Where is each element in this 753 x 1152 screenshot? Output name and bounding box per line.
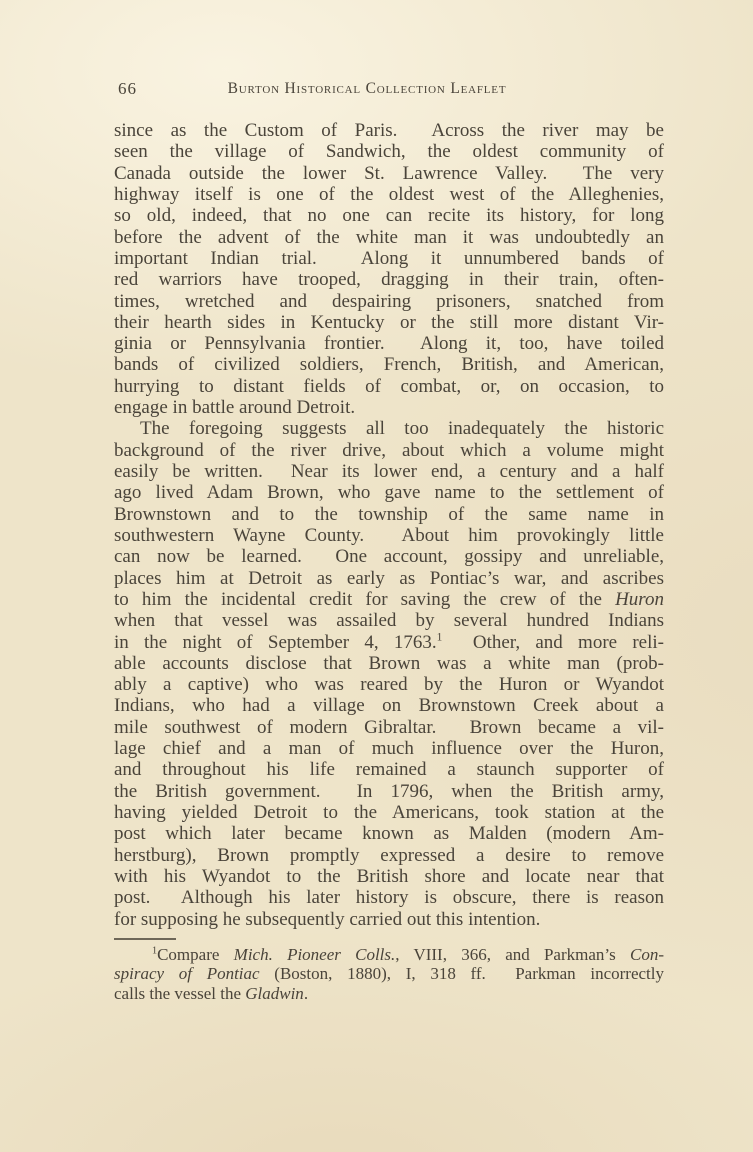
text-run: since as the Custom of Paris. Across the river may be <box>114 120 664 141</box>
paragraph <box>114 418 664 930</box>
paragraph <box>114 945 664 1004</box>
text-run: herstburg), Brown promptly expressed a desire to remove <box>114 844 664 866</box>
text-line <box>114 945 664 965</box>
text-line <box>114 717 664 738</box>
text-run: so old, indeed, that no one can recite its history, for long <box>114 205 664 227</box>
text-line <box>114 546 664 567</box>
text-line <box>114 887 664 908</box>
text-run: (Boston, 1880), I, 318 ff. Parkman incorrectly <box>259 964 664 984</box>
text-run: having yielded Detroit to the Americans, took station at the <box>114 802 664 823</box>
text-run: Other, and more reli- <box>442 631 664 653</box>
footnote-marker: 1 <box>152 945 158 957</box>
italic-text-run: Con- <box>629 944 664 964</box>
text-line <box>114 269 664 290</box>
text-run: able accounts disclose that Brown was a white man (prob- <box>114 652 664 674</box>
text-run: Indians, who had a village on Brownstown Creek about a <box>114 695 664 717</box>
text-run: hurrying to distant fields of combat, or, on occasion, to <box>114 375 664 397</box>
text-line <box>114 845 664 866</box>
text-line <box>114 674 664 695</box>
text-line <box>114 120 664 141</box>
text-line <box>114 653 664 674</box>
italic-text-run: Mich. Pioneer Colls. <box>233 944 396 964</box>
text-line <box>114 248 664 269</box>
footnote-marker: 1 <box>436 631 443 644</box>
text-line <box>114 866 664 887</box>
text-run: easily be written. Near its lower end, a century and a half <box>114 461 664 482</box>
text-run: The foregoing suggests all too inadequately the historic <box>140 418 664 440</box>
text-run: ably a captive) who was reared by the Huron or Wyandot <box>114 674 664 696</box>
text-line <box>114 759 664 780</box>
text-line <box>114 632 664 653</box>
text-run: the British government. In 1796, when the British army, <box>114 780 664 802</box>
text-run: with his Wyandot to the British shore and locate near that <box>114 865 664 887</box>
italic-text-run: Gladwin <box>245 984 304 1004</box>
footnote-rule <box>114 938 176 940</box>
text-run: post which later became known as Malden (modern Am- <box>114 823 664 845</box>
text-run: Canada outside the lower St. Lawrence Valley. The very <box>114 162 664 184</box>
text-run: when that vessel was assailed by several hundred Indians <box>114 610 664 632</box>
text-run: in the night of September 4, 1763. <box>114 631 437 653</box>
text-run: , VIII, 366, and Parkman’s <box>395 944 630 964</box>
text-line <box>114 354 664 375</box>
text-line <box>114 376 664 397</box>
text-line <box>114 333 664 354</box>
text-line <box>114 141 664 162</box>
text-line <box>114 525 664 546</box>
text-line <box>114 909 664 930</box>
text-run: background of the river drive, about which a volume might <box>114 439 664 461</box>
text-run: highway itself is one of the oldest west of the Alleghenies, <box>114 183 664 205</box>
text-line <box>114 227 664 248</box>
text-run: lage chief and a man of much influence over the Huron, <box>114 738 664 760</box>
text-line <box>114 482 664 503</box>
body-text <box>114 120 664 930</box>
text-column <box>114 120 664 1004</box>
text-line <box>114 418 664 439</box>
text-run: and throughout his life remained a staunch supporter of <box>114 759 664 781</box>
text-line <box>114 738 664 759</box>
text-run: for supposing he subsequently carried out this intention. <box>114 908 541 930</box>
text-line <box>114 291 664 312</box>
text-run: red warriors have trooped, dragging in their train, often- <box>114 269 664 291</box>
text-run: engage in battle around Detroit. <box>114 397 356 419</box>
text-run: places him at Detroit as early as Pontiac’s war, and ascribes <box>114 567 664 589</box>
text-run: their hearth sides in Kentucky or the still more distant Vir- <box>114 311 664 333</box>
text-line <box>114 504 664 525</box>
paragraph <box>114 120 664 418</box>
italic-text-run: spiracy of Pontiac <box>114 964 260 984</box>
text-run: Brownstown and to the township of the same name in <box>114 503 664 525</box>
text-run: southwestern Wayne County. About him provokingly little <box>114 524 664 546</box>
text-line <box>114 781 664 802</box>
text-run: to him the incidental credit for saving the crew of the <box>114 588 616 610</box>
text-line <box>114 984 664 1004</box>
text-line <box>114 312 664 333</box>
text-line <box>114 802 664 823</box>
footnote <box>114 945 664 1004</box>
text-run: calls the vessel the <box>114 984 246 1004</box>
text-run: . <box>303 984 309 1004</box>
text-line <box>114 964 664 984</box>
text-run: mile southwest of modern Gibraltar. Brown became a vil- <box>114 716 664 738</box>
text-line <box>114 695 664 716</box>
text-run: times, wretched and despairing prisoners, snatched from <box>114 290 664 312</box>
page-number: 66 <box>118 79 137 98</box>
text-line <box>114 568 664 589</box>
text-line <box>114 461 664 482</box>
text-run: Compare <box>157 944 234 964</box>
running-header-title: Burton Historical Collection Leaflet <box>227 80 507 97</box>
text-run: ago lived Adam Brown, who gave name to the settlement of <box>114 482 664 504</box>
text-run: post. Although his later history is obscure, there is reason <box>114 887 664 909</box>
text-run: can now be learned. One account, gossipy and unreliable, <box>114 546 664 568</box>
text-run: important Indian trial. Along it unnumbered bands of <box>114 247 664 269</box>
text-line <box>114 163 664 184</box>
text-line <box>114 205 664 226</box>
text-line <box>114 823 664 844</box>
italic-text-run: Huron <box>615 588 664 610</box>
text-run: bands of civilized soldiers, French, British, and American, <box>114 354 664 376</box>
text-run: ginia or Pennsylvania frontier. Along it, too, have toiled <box>114 333 664 355</box>
text-line <box>114 440 664 461</box>
text-line <box>114 397 664 418</box>
text-run: before the advent of the white man it was undoubtedly an <box>114 226 664 248</box>
text-line <box>114 589 664 610</box>
text-line <box>114 610 664 631</box>
text-run: seen the village of Sandwich, the oldest community of <box>114 141 664 163</box>
text-line <box>114 184 664 205</box>
